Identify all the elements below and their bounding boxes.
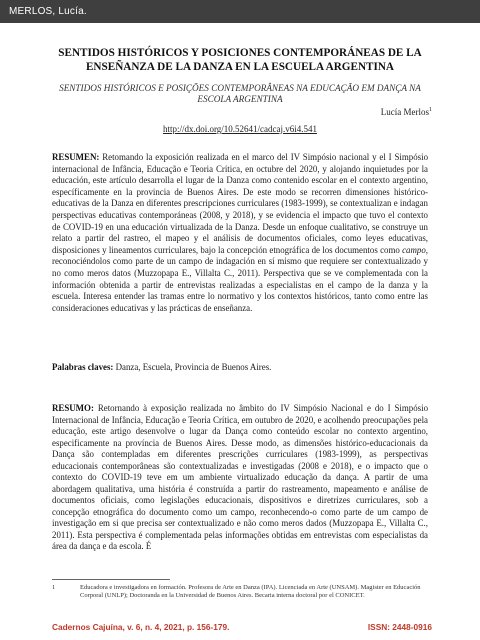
palabras-label: Palabras claves: — [52, 362, 114, 372]
resumo-paragraph — [52, 403, 428, 553]
resumen-text-1: Retomando la exposición realizada en el marco del IV Simpósio nacional y el I Simpósio internacional de Infância, Educação e Teoria Crítica, en octubre del 2020, y alojando inquietudes por la educación, este artículo desarrolla el lugar de la Danza como contenido escolar en el contexto argentino, específicamente en la provincia de Buenos Aires. De este modo se recorren dimensiones histórico-educativas de la Danza en diferentes prescripciones curriculares (1983-1999), se contextualizan e indagan perspectivas educativas contemporáneas (2008, y 2018), y se evidencia el impacto que tuvo el contexto de COVID-19 en una educación virtualizada de la Danza. Desde un enfoque cualitativo, se construye un relato a partir del rastreo, el mapeo y el análisis de documentos oficiales, como leyes educativas, disposiciones y lineamentos curriculares, bajo la concepción etnográfica de los documentos como — [52, 152, 429, 255]
resumen-label: RESUMEN: — [52, 152, 100, 162]
footnote-text: Educadora e investigadora en formación. Profesora de Arte en Danza (IPA). Licenciada en Arte (UNSAM). Magister en Educación Corporal (UNLP); Doctoranda en la Universidad de Buenos Aires. Becaria interna doctoral por el CONICET. — [80, 584, 421, 600]
author-footnote-mark: 1 — [429, 107, 432, 113]
footnote-divider — [52, 579, 170, 580]
footer-journal-citation: Cadernos Cajuína, v. 6, n. 4, 2021, p. 156-179. — [52, 622, 230, 632]
palabras-text: Danza, Escuela, Provincia de Buenos Aires. — [115, 362, 272, 372]
resumen-text-2: , reconociéndolos como parte de un campo de indagación en sí mismo que requiere ser contextualizado y no como meros datos (Muzzopapa E., Villalta C., 2011). Perspectiva que se ve complementada con la información obtenida a partir de entrevistas realizadas a especialistas en el campo de la danza y la escuela. Interesa entender las tramas entre lo normativo y los contextos históricos, tanto como entre las consideraciones educativas y las prácticas de enseñanza. — [52, 244, 428, 313]
resumo-text: Retornando à exposição realizada no âmbito do IV Simpósio Nacional e do I Simpósio Internacional de Infância, Educação e Teoria Crítica, em outubro de 2020, e acolhendo preocupações pela educação, este artigo desenvolve o lugar da Dança como conteúdo escolar no contexto argentino, especificamente na província de Buenos Aires. Desse modo, as dimensões histórico-educacionais da Dança são contempladas em diferentes prescrições curriculares (1983-1999), as perspectivas educacionais contemporâneas são contextualizadas e investigadas (2008 e 2018), e o impacto que o contexto do COVID-19 teve em um ambiente virtualizado educação da dança. A partir de uma abordagem qualitativa, uma história é construída a partir do rastreamento, mapeamento e análise de documentos oficiais, como legislações educacionais, dispositivos e diretrizes curriculares, sob a concepção etnográfica do documento como um campo, reconhecendo-o como parte de um campo de investigação em si que precisa ser contextualizado e não como meros dados (Muzzopapa E., Villalta C., 2011). Esta perspectiva é complementada pelas informações obtidas em entrevistas com especialistas da área da dança e da escola. É — [52, 403, 429, 551]
running-header-author: MERLOS, Lucía. — [9, 6, 87, 17]
article-title: SENTIDOS HISTÓRICOS Y POSICIONES CONTEMPORÁNEAS DE LA ENSEÑANZA DE LA DANZA EN LA ESCUELA ARGENTINA — [58, 47, 422, 73]
resumo-label: RESUMO: — [52, 403, 94, 413]
palabras-claves — [52, 362, 428, 374]
resumen-campo: campo — [402, 244, 426, 255]
doi-link[interactable]: http://dx.doi.org/10.52641/cadcaj.v6i4.541 — [162, 124, 318, 134]
footer-issn: ISSN: 2448-0916 — [367, 622, 432, 632]
author-line — [381, 107, 432, 117]
footnote — [52, 584, 428, 601]
article-subtitle: SENTIDOS HISTÓRICOS E POSIÇÕES CONTEMPORÂNEAS NA EDUCAÇÃO EM DANÇA NA ESCOLA ARGENTINA — [59, 83, 421, 104]
author-name: Lucía Merlos — [380, 107, 429, 117]
footnote-number: 1 — [52, 584, 56, 591]
resumen-paragraph — [52, 152, 428, 314]
running-header-bar — [0, 0, 480, 23]
